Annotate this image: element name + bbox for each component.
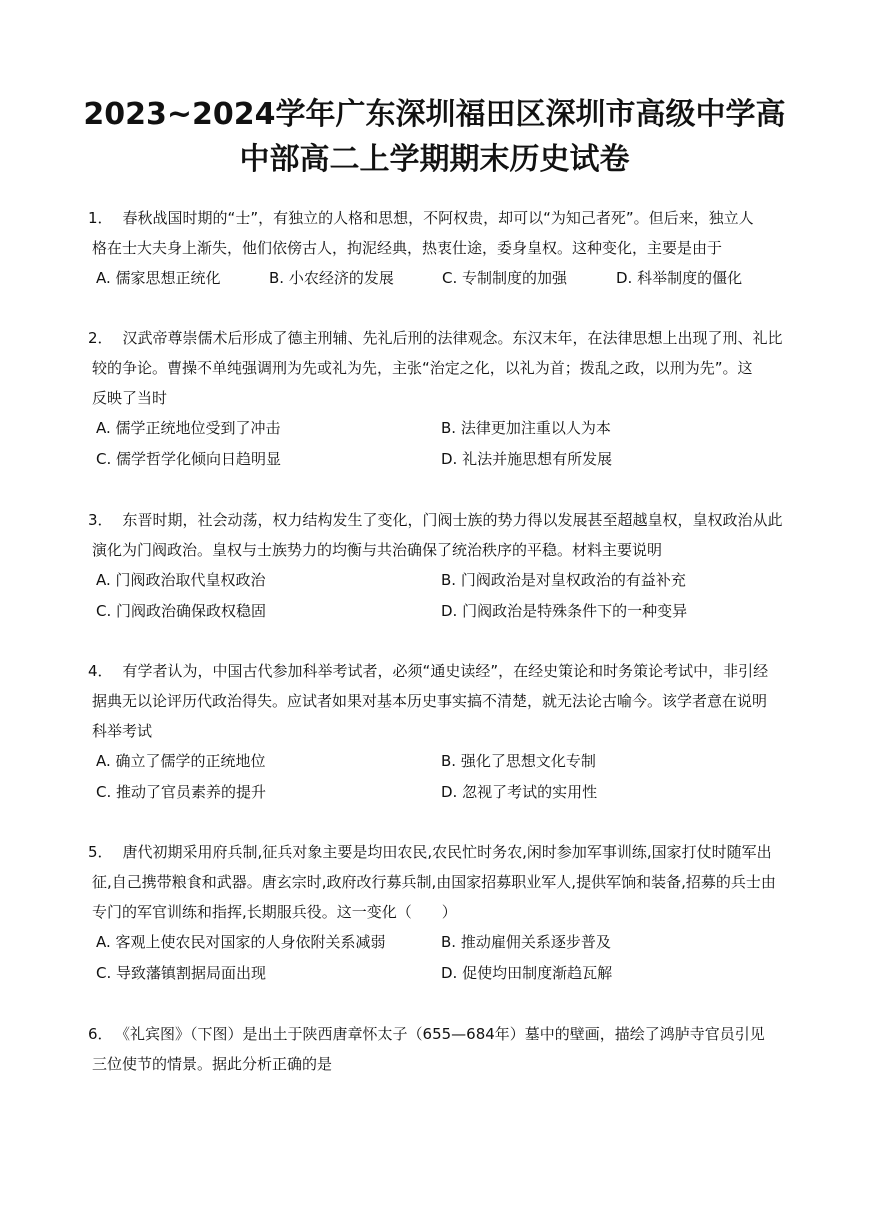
option-row <box>88 444 798 475</box>
option-b[interactable]: B. 推动雇佣关系逐步普及 <box>441 933 611 951</box>
question-text-line: 专门的军官训练和指挥,长期服兵役。这一变化（ ） <box>92 903 457 921</box>
question-text-line: 演化为门阀政治。皇权与士族势力的均衡与共治确保了统治秩序的平稳。材料主要说明 <box>92 541 663 559</box>
option-d[interactable]: D. 科举制度的僵化 <box>616 269 743 287</box>
question-text-line: 科举考试 <box>92 722 153 740</box>
question-text-line: 反映了当时 <box>92 389 168 407</box>
option-b[interactable]: B. 强化了思想文化专制 <box>441 752 596 770</box>
question-2 <box>88 323 798 475</box>
option-c[interactable]: C. 门阀政治确保政权稳固 <box>96 602 267 620</box>
option-c[interactable]: C. 导致藩镇割据局面出现 <box>96 964 267 982</box>
exam-title <box>40 92 829 182</box>
option-b[interactable]: B. 法律更加注重以人为本 <box>441 419 611 437</box>
option-row <box>88 413 798 444</box>
question-1 <box>88 203 798 294</box>
question-text-line: 较的争论。曹操不单纯强调刑为先或礼为先，主张“治定之化，以礼为首；拨乱之政，以刑为先”。这 <box>92 359 753 377</box>
question-text-line: 春秋战国时期的“士”，有独立的人格和思想，不阿权贵，却可以“为知己者死”。但后来，独立人 <box>122 209 754 227</box>
option-d[interactable]: D. 礼法并施思想有所发展 <box>441 450 613 468</box>
option-a[interactable]: A. 儒学正统地位受到了冲击 <box>96 419 281 437</box>
question-text-line: 有学者认为，中国古代参加科举考试者，必须“通史读经”，在经史策论和时务策论考试中，非引经 <box>122 662 769 680</box>
option-d[interactable]: D. 促使均田制度渐趋瓦解 <box>441 964 613 982</box>
question-number: 6． <box>88 1025 113 1043</box>
option-row <box>88 777 798 808</box>
question-text-line: 东晋时期，社会动荡，权力结构发生了变化，门阀士族的势力得以发展甚至超越皇权，皇权政治从此 <box>122 511 783 529</box>
option-a[interactable]: A. 儒家思想正统化 <box>96 269 221 287</box>
option-row <box>88 958 798 989</box>
exam-title-line-1: 2023~2024学年广东深圳福田区深圳市高级中学高 <box>83 97 786 132</box>
question-text-line: 三位使节的情景。据此分析正确的是 <box>92 1055 333 1073</box>
option-row <box>88 927 798 958</box>
question-number: 3． <box>88 511 113 529</box>
option-d[interactable]: D. 忽视了考试的实用性 <box>441 783 598 801</box>
question-text-line: 征,自己携带粮食和武器。唐玄宗时,政府改行募兵制,由国家招募职业军人,提供军饷和装备,招募的兵士由 <box>92 873 776 891</box>
question-number: 4． <box>88 662 113 680</box>
option-c[interactable]: C. 推动了官员素养的提升 <box>96 783 267 801</box>
question-number: 2． <box>88 329 113 347</box>
option-d[interactable]: D. 门阀政治是特殊条件下的一种变异 <box>441 602 688 620</box>
option-row <box>88 746 798 777</box>
question-number: 5． <box>88 843 113 861</box>
option-row <box>88 263 798 294</box>
exam-title-line-2: 中部高二上学期期末历史试卷 <box>239 142 630 177</box>
question-4 <box>88 656 798 808</box>
option-a[interactable]: A. 客观上使农民对国家的人身依附关系减弱 <box>96 933 386 951</box>
option-a[interactable]: A. 门阀政治取代皇权政治 <box>96 571 266 589</box>
question-text-line: 《礼宾图》（下图）是出土于陕西唐章怀太子（655—684年）墓中的壁画，描绘了鸿胪寺官员引见 <box>122 1025 765 1043</box>
question-text-line: 据典无以论评历代政治得失。应试者如果对基本历史事实搞不清楚，就无法论古喻今。该学者意在说明 <box>92 692 768 710</box>
option-row <box>88 596 798 627</box>
question-text-line: 格在士大夫身上渐失，他们依傍古人，拘泥经典，热衷仕途，委身皇权。这种变化，主要是由于 <box>92 239 723 257</box>
question-6 <box>88 1019 798 1079</box>
question-3 <box>88 505 798 627</box>
option-c[interactable]: C. 儒学哲学化倾向日趋明显 <box>96 450 282 468</box>
option-b[interactable]: B. 小农经济的发展 <box>269 269 394 287</box>
option-c[interactable]: C. 专制制度的加强 <box>442 269 568 287</box>
question-number: 1． <box>88 209 113 227</box>
question-text-line: 汉武帝尊崇儒术后形成了德主刑辅、先礼后刑的法律观念。东汉末年，在法律思想上出现了刑、礼比 <box>122 329 783 347</box>
question-text-line: 唐代初期采用府兵制,征兵对象主要是均田农民,农民忙时务农,闲时参加军事训练,国家打仗时随军出 <box>122 843 772 861</box>
option-a[interactable]: A. 确立了儒学的正统地位 <box>96 752 266 770</box>
option-b[interactable]: B. 门阀政治是对皇权政治的有益补充 <box>441 571 686 589</box>
question-5 <box>88 837 798 989</box>
option-row <box>88 565 798 596</box>
